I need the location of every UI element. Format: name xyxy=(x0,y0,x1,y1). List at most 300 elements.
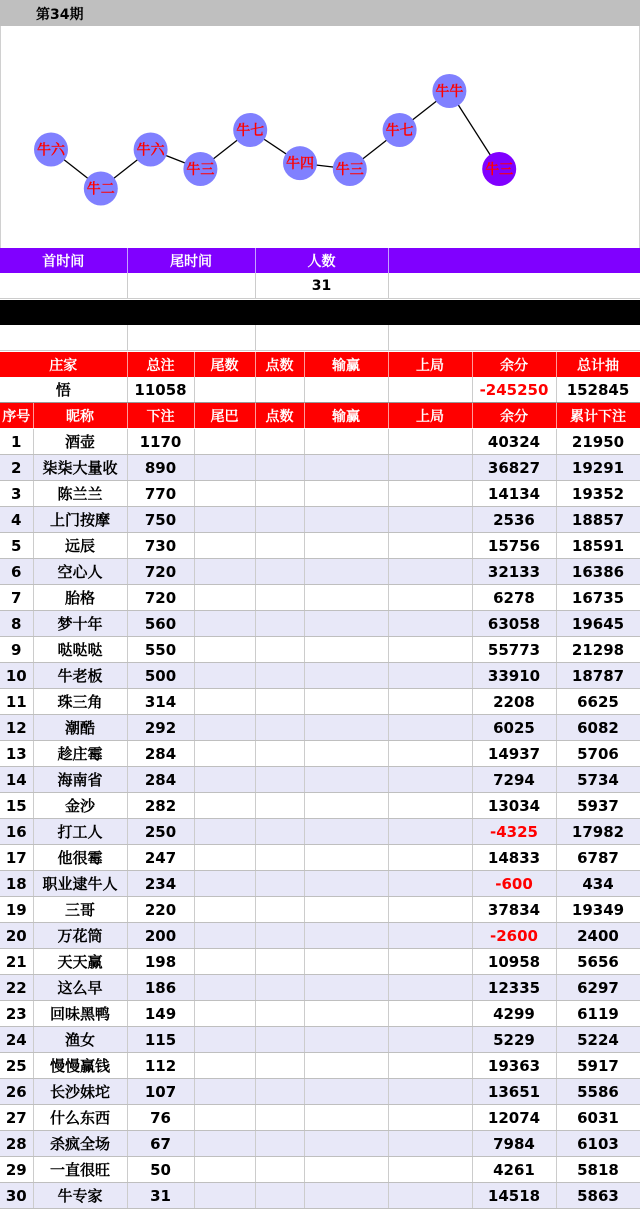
player-cumulative-bet: 19352 xyxy=(556,481,640,507)
result-node-label: 牛三 xyxy=(335,162,364,178)
player-bet: 198 xyxy=(127,949,194,975)
player-nickname: 万花筒 xyxy=(33,923,127,949)
player-count-label: 人数 xyxy=(255,248,388,273)
period-title: 第34期 xyxy=(36,7,84,23)
player-last-round xyxy=(388,715,472,741)
player-balance: 4299 xyxy=(472,1001,556,1027)
player-win-loss xyxy=(304,481,388,507)
table-row xyxy=(0,689,640,715)
players-col-2: 下注 xyxy=(127,403,194,428)
player-nickname: 梦十年 xyxy=(33,611,127,637)
player-balance: -600 xyxy=(472,871,556,897)
player-balance: 12335 xyxy=(472,975,556,1001)
player-balance: 13034 xyxy=(472,793,556,819)
first-time-value xyxy=(0,273,127,299)
players-col-7: 余分 xyxy=(472,403,556,428)
player-points xyxy=(255,429,304,455)
table-row xyxy=(0,1131,640,1157)
player-balance: 4261 xyxy=(472,1157,556,1183)
player-last-round xyxy=(388,1053,472,1079)
player-win-loss xyxy=(304,637,388,663)
player-bet: 720 xyxy=(127,585,194,611)
player-last-round xyxy=(388,1105,472,1131)
player-points xyxy=(255,663,304,689)
result-node-label: 牛四 xyxy=(286,156,314,173)
player-nickname: 珠三角 xyxy=(33,689,127,715)
players-col-3: 尾巴 xyxy=(194,403,255,428)
player-points xyxy=(255,871,304,897)
player-points xyxy=(255,819,304,845)
player-balance: -2600 xyxy=(472,923,556,949)
player-bet: 292 xyxy=(127,715,194,741)
player-nickname: 长沙妹坨 xyxy=(33,1079,127,1105)
banker-col-0: 庄家 xyxy=(0,352,127,377)
player-rank: 27 xyxy=(0,1105,33,1131)
player-rank: 18 xyxy=(0,871,33,897)
table-row xyxy=(0,611,640,637)
table-row xyxy=(0,1001,640,1027)
banker-points xyxy=(255,377,304,403)
player-last-round xyxy=(388,637,472,663)
player-nickname: 一直很旺 xyxy=(33,1157,127,1183)
player-balance: 40324 xyxy=(472,429,556,455)
player-bet: 112 xyxy=(127,1053,194,1079)
player-last-round xyxy=(388,819,472,845)
player-rank: 9 xyxy=(0,637,33,663)
player-nickname: 牛专家 xyxy=(33,1183,127,1209)
player-last-round xyxy=(388,741,472,767)
banker-col-3: 点数 xyxy=(255,352,304,377)
player-points xyxy=(255,845,304,871)
player-nickname: 胎格 xyxy=(33,585,127,611)
player-last-round xyxy=(388,845,472,871)
table-row xyxy=(0,585,640,611)
player-balance: 12074 xyxy=(472,1105,556,1131)
player-cumulative-bet: 5863 xyxy=(556,1183,640,1209)
player-bet: 31 xyxy=(127,1183,194,1209)
player-balance: 14518 xyxy=(472,1183,556,1209)
result-node-label: 牛三 xyxy=(186,162,215,178)
player-bet: 186 xyxy=(127,975,194,1001)
player-balance: 15756 xyxy=(472,533,556,559)
player-cumulative-bet: 5734 xyxy=(556,767,640,793)
player-last-round xyxy=(388,455,472,481)
player-last-round xyxy=(388,611,472,637)
player-bet: 560 xyxy=(127,611,194,637)
table-row xyxy=(0,1027,640,1053)
player-rank: 30 xyxy=(0,1183,33,1209)
banker-col-5: 上局 xyxy=(388,352,472,377)
player-points xyxy=(255,767,304,793)
player-balance: 19363 xyxy=(472,1053,556,1079)
player-rank: 7 xyxy=(0,585,33,611)
banker-last-round xyxy=(388,377,472,403)
player-win-loss xyxy=(304,1105,388,1131)
player-tail xyxy=(194,793,255,819)
player-rank: 6 xyxy=(0,559,33,585)
player-points xyxy=(255,481,304,507)
player-cumulative-bet: 16386 xyxy=(556,559,640,585)
player-nickname: 上门按摩 xyxy=(33,507,127,533)
player-win-loss xyxy=(304,533,388,559)
player-nickname: 陈兰兰 xyxy=(33,481,127,507)
player-win-loss xyxy=(304,1183,388,1209)
player-balance: 2208 xyxy=(472,689,556,715)
player-points xyxy=(255,585,304,611)
table-row xyxy=(0,533,640,559)
banker-total-bet: 11058 xyxy=(127,377,194,403)
player-tail xyxy=(194,663,255,689)
player-nickname: 柒柒大量收 xyxy=(33,455,127,481)
first-time-label: 首时间 xyxy=(0,248,127,273)
banker-win-loss xyxy=(304,377,388,403)
player-balance: 14134 xyxy=(472,481,556,507)
player-points xyxy=(255,1183,304,1209)
player-last-round xyxy=(388,507,472,533)
player-bet: 247 xyxy=(127,845,194,871)
player-win-loss xyxy=(304,975,388,1001)
player-rank: 10 xyxy=(0,663,33,689)
player-bet: 890 xyxy=(127,455,194,481)
player-bet: 250 xyxy=(127,819,194,845)
player-nickname: 他很霉 xyxy=(33,845,127,871)
player-cumulative-bet: 19645 xyxy=(556,611,640,637)
banker-name: 悟 xyxy=(0,377,127,403)
player-cumulative-bet: 6787 xyxy=(556,845,640,871)
table-row xyxy=(0,819,640,845)
player-points xyxy=(255,559,304,585)
player-rank: 16 xyxy=(0,819,33,845)
player-nickname: 打工人 xyxy=(33,819,127,845)
table-row xyxy=(0,663,640,689)
result-node-label: 牛三 xyxy=(485,162,514,178)
player-last-round xyxy=(388,663,472,689)
player-points xyxy=(255,1105,304,1131)
player-bet: 284 xyxy=(127,741,194,767)
player-balance: 63058 xyxy=(472,611,556,637)
player-bet: 200 xyxy=(127,923,194,949)
player-nickname: 天天赢 xyxy=(33,949,127,975)
player-bet: 720 xyxy=(127,559,194,585)
player-rank: 12 xyxy=(0,715,33,741)
player-win-loss xyxy=(304,897,388,923)
player-bet: 550 xyxy=(127,637,194,663)
table-row xyxy=(0,845,640,871)
banker-tail xyxy=(194,377,255,403)
players-col-4: 点数 xyxy=(255,403,304,428)
player-rank: 4 xyxy=(0,507,33,533)
table-row xyxy=(0,871,640,897)
player-win-loss xyxy=(304,1131,388,1157)
player-cumulative-bet: 6031 xyxy=(556,1105,640,1131)
player-win-loss xyxy=(304,429,388,455)
banker-balance: -245250 xyxy=(472,377,556,403)
player-win-loss xyxy=(304,1053,388,1079)
player-tail xyxy=(194,819,255,845)
player-points xyxy=(255,1053,304,1079)
players-header xyxy=(0,403,640,428)
player-bet: 149 xyxy=(127,1001,194,1027)
player-points xyxy=(255,715,304,741)
player-cumulative-bet: 5706 xyxy=(556,741,640,767)
player-win-loss xyxy=(304,949,388,975)
player-bet: 1170 xyxy=(127,429,194,455)
player-last-round xyxy=(388,481,472,507)
player-win-loss xyxy=(304,793,388,819)
player-last-round xyxy=(388,767,472,793)
player-win-loss xyxy=(304,741,388,767)
player-win-loss xyxy=(304,1079,388,1105)
player-bet: 76 xyxy=(127,1105,194,1131)
player-last-round xyxy=(388,923,472,949)
player-rank: 24 xyxy=(0,1027,33,1053)
player-win-loss xyxy=(304,507,388,533)
player-balance: 10958 xyxy=(472,949,556,975)
player-balance: 14937 xyxy=(472,741,556,767)
player-bet: 107 xyxy=(127,1079,194,1105)
player-tail xyxy=(194,1027,255,1053)
player-rank: 29 xyxy=(0,1157,33,1183)
player-cumulative-bet: 6082 xyxy=(556,715,640,741)
player-tail xyxy=(194,1157,255,1183)
player-last-round xyxy=(388,975,472,1001)
player-cumulative-bet: 6625 xyxy=(556,689,640,715)
table-row xyxy=(0,1157,640,1183)
players-col-5: 输赢 xyxy=(304,403,388,428)
player-cumulative-bet: 21298 xyxy=(556,637,640,663)
player-win-loss xyxy=(304,689,388,715)
player-tail xyxy=(194,1183,255,1209)
player-win-loss xyxy=(304,1027,388,1053)
players-col-6: 上局 xyxy=(388,403,472,428)
player-balance: 13651 xyxy=(472,1079,556,1105)
banker-col-2: 尾数 xyxy=(194,352,255,377)
players-table xyxy=(0,429,640,1209)
session-header xyxy=(0,248,640,273)
table-row xyxy=(0,1079,640,1105)
result-node-label: 牛六 xyxy=(136,142,165,159)
banker-total-commission: 152845 xyxy=(556,377,640,403)
player-balance: 7984 xyxy=(472,1131,556,1157)
player-last-round xyxy=(388,1079,472,1105)
player-points xyxy=(255,897,304,923)
player-last-round xyxy=(388,533,472,559)
player-tail xyxy=(194,507,255,533)
player-cumulative-bet: 5656 xyxy=(556,949,640,975)
player-cumulative-bet: 18857 xyxy=(556,507,640,533)
player-rank: 3 xyxy=(0,481,33,507)
player-win-loss xyxy=(304,819,388,845)
player-cumulative-bet: 5937 xyxy=(556,793,640,819)
player-bet: 115 xyxy=(127,1027,194,1053)
player-win-loss xyxy=(304,845,388,871)
player-balance: 37834 xyxy=(472,897,556,923)
player-cumulative-bet: 6297 xyxy=(556,975,640,1001)
player-tail xyxy=(194,559,255,585)
black-divider xyxy=(0,300,640,325)
player-rank: 26 xyxy=(0,1079,33,1105)
player-rank: 14 xyxy=(0,767,33,793)
player-rank: 20 xyxy=(0,923,33,949)
player-tail xyxy=(194,1079,255,1105)
player-win-loss xyxy=(304,767,388,793)
banker-col-7: 总计抽 xyxy=(556,352,640,377)
player-bet: 730 xyxy=(127,533,194,559)
player-count-value: 31 xyxy=(255,273,388,299)
result-trend-chart xyxy=(0,26,640,248)
player-win-loss xyxy=(304,559,388,585)
player-tail xyxy=(194,767,255,793)
player-win-loss xyxy=(304,455,388,481)
players-col-1: 昵称 xyxy=(33,403,127,428)
player-win-loss xyxy=(304,871,388,897)
blank-label xyxy=(388,248,640,273)
player-nickname: 海南省 xyxy=(33,767,127,793)
table-row xyxy=(0,455,640,481)
player-nickname: 酒壶 xyxy=(33,429,127,455)
player-rank: 1 xyxy=(0,429,33,455)
result-node-label: 牛六 xyxy=(37,142,65,159)
player-tail xyxy=(194,1001,255,1027)
player-points xyxy=(255,741,304,767)
player-cumulative-bet: 6103 xyxy=(556,1131,640,1157)
table-row xyxy=(0,715,640,741)
banker-col-4: 输赢 xyxy=(304,352,388,377)
player-last-round xyxy=(388,949,472,975)
player-balance: 33910 xyxy=(472,663,556,689)
player-rank: 11 xyxy=(0,689,33,715)
result-node-label: 牛七 xyxy=(236,123,265,139)
player-bet: 284 xyxy=(127,767,194,793)
player-last-round xyxy=(388,897,472,923)
player-tail xyxy=(194,533,255,559)
table-row xyxy=(0,741,640,767)
table-row xyxy=(0,1053,640,1079)
player-last-round xyxy=(388,585,472,611)
table-row xyxy=(0,507,640,533)
player-balance: 14833 xyxy=(472,845,556,871)
player-points xyxy=(255,1001,304,1027)
player-balance: 36827 xyxy=(472,455,556,481)
player-points xyxy=(255,1027,304,1053)
player-cumulative-bet: 19349 xyxy=(556,897,640,923)
player-nickname: 这么早 xyxy=(33,975,127,1001)
player-tail xyxy=(194,429,255,455)
player-cumulative-bet: 5586 xyxy=(556,1079,640,1105)
player-tail xyxy=(194,1053,255,1079)
player-cumulative-bet: 5917 xyxy=(556,1053,640,1079)
player-points xyxy=(255,1157,304,1183)
player-balance: 5229 xyxy=(472,1027,556,1053)
player-last-round xyxy=(388,871,472,897)
player-points xyxy=(255,949,304,975)
player-nickname: 远辰 xyxy=(33,533,127,559)
table-row xyxy=(0,923,640,949)
player-points xyxy=(255,793,304,819)
player-cumulative-bet: 16735 xyxy=(556,585,640,611)
player-points xyxy=(255,1131,304,1157)
player-balance: 2536 xyxy=(472,507,556,533)
player-rank: 21 xyxy=(0,949,33,975)
player-tail xyxy=(194,611,255,637)
player-last-round xyxy=(388,1157,472,1183)
player-tail xyxy=(194,923,255,949)
player-win-loss xyxy=(304,663,388,689)
player-win-loss xyxy=(304,585,388,611)
table-row xyxy=(0,767,640,793)
player-bet: 314 xyxy=(127,689,194,715)
player-last-round xyxy=(388,1131,472,1157)
player-win-loss xyxy=(304,923,388,949)
player-nickname: 什么东西 xyxy=(33,1105,127,1131)
result-node-label: 牛牛 xyxy=(435,84,464,100)
last-time-value xyxy=(127,273,255,299)
players-col-8: 累计下注 xyxy=(556,403,640,428)
player-nickname: 金沙 xyxy=(33,793,127,819)
player-rank: 2 xyxy=(0,455,33,481)
last-time-label: 尾时间 xyxy=(127,248,255,273)
player-rank: 17 xyxy=(0,845,33,871)
player-cumulative-bet: 6119 xyxy=(556,1001,640,1027)
player-last-round xyxy=(388,429,472,455)
player-nickname: 空心人 xyxy=(33,559,127,585)
player-win-loss xyxy=(304,1001,388,1027)
player-rank: 23 xyxy=(0,1001,33,1027)
player-win-loss xyxy=(304,611,388,637)
player-tail xyxy=(194,455,255,481)
table-row xyxy=(0,481,640,507)
table-row xyxy=(0,793,640,819)
table-row xyxy=(0,1105,640,1131)
player-nickname: 杀疯全场 xyxy=(33,1131,127,1157)
period-bar xyxy=(0,0,640,26)
player-bet: 234 xyxy=(127,871,194,897)
player-points xyxy=(255,975,304,1001)
player-cumulative-bet: 21950 xyxy=(556,429,640,455)
player-rank: 8 xyxy=(0,611,33,637)
player-points xyxy=(255,611,304,637)
players-col-0: 序号 xyxy=(0,403,33,428)
result-node-label: 牛二 xyxy=(86,181,115,198)
player-balance: 7294 xyxy=(472,767,556,793)
player-nickname: 趁庄霉 xyxy=(33,741,127,767)
table-row xyxy=(0,975,640,1001)
player-cumulative-bet: 18787 xyxy=(556,663,640,689)
table-row xyxy=(0,637,640,663)
player-tail xyxy=(194,845,255,871)
table-row xyxy=(0,949,640,975)
player-points xyxy=(255,923,304,949)
player-cumulative-bet: 5224 xyxy=(556,1027,640,1053)
player-points xyxy=(255,533,304,559)
player-bet: 750 xyxy=(127,507,194,533)
player-nickname: 职业逮牛人 xyxy=(33,871,127,897)
player-rank: 15 xyxy=(0,793,33,819)
player-bet: 500 xyxy=(127,663,194,689)
player-points xyxy=(255,1079,304,1105)
player-tail xyxy=(194,1105,255,1131)
player-rank: 5 xyxy=(0,533,33,559)
player-bet: 220 xyxy=(127,897,194,923)
player-points xyxy=(255,637,304,663)
player-win-loss xyxy=(304,1157,388,1183)
player-points xyxy=(255,689,304,715)
banker-header xyxy=(0,352,640,377)
result-node-label: 牛七 xyxy=(385,123,414,139)
player-tail xyxy=(194,871,255,897)
player-tail xyxy=(194,715,255,741)
player-nickname: 慢慢赢钱 xyxy=(33,1053,127,1079)
